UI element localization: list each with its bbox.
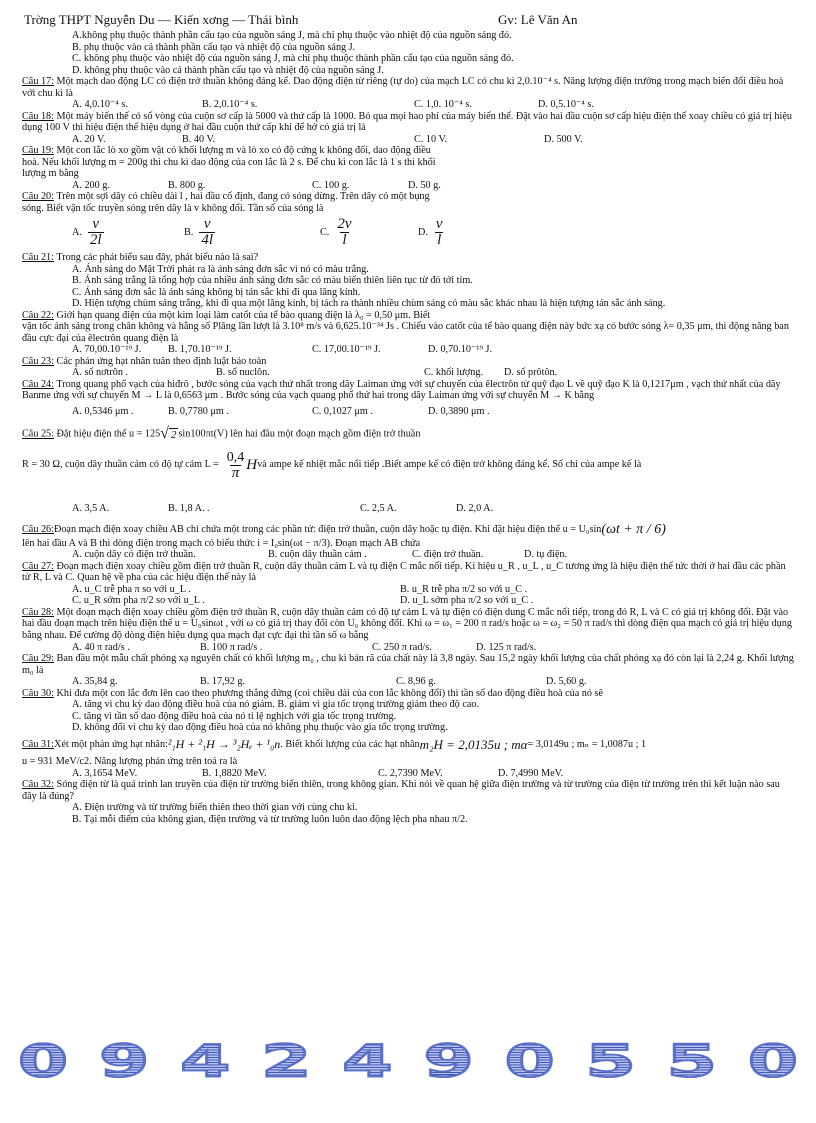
answer-row bbox=[22, 584, 794, 596]
answer-b bbox=[184, 217, 320, 248]
question-20 bbox=[22, 191, 794, 203]
option-line: D. không phụ thuộc vào cả thành phần cấu tạo và nhiệt độ của nguồn sáng J. bbox=[72, 64, 384, 76]
question-text: Trên một sợi dây có chiều dài l , hai đầu cố định, đang có sóng dừng. Trên dây có một bụng bbox=[53, 191, 430, 203]
watermark-digit: 5 bbox=[585, 1035, 636, 1088]
answer-ab: A. tăng vì chu kỳ dao động điều hoà của nó giảm. B. giảm vì gia tốc trọng trường giảm theo độ cao. bbox=[72, 699, 480, 711]
answer-d bbox=[418, 217, 445, 248]
answer-b: B. Ánh sáng trắng là tổng hợp của nhiều ánh sáng đơn sắc có màu biến thiên liên tục từ đỏ tới tím. bbox=[72, 275, 473, 287]
question-label: Câu 17: bbox=[22, 76, 54, 88]
answer-b: B. u_R trễ pha π/2 so với u_C . bbox=[400, 583, 528, 595]
answer-d: D. 0,3890 μm . bbox=[428, 405, 490, 417]
answer-letter: A. bbox=[72, 227, 82, 239]
answer-c: C. 1,0. 10⁻⁴ s. bbox=[414, 99, 472, 111]
question-label: Câu 27: bbox=[22, 560, 54, 572]
watermark-digit: 4 bbox=[342, 1035, 393, 1088]
answer-d: D. 5,60 g. bbox=[546, 676, 587, 688]
question-text: Sóng điện từ là quá trình lan truyền của điện từ trường biến thiên, trong không gian. Khi nói về quan hệ giữa điện trường và từ trường của điện từ trường trên thì kết luận nào sau đây là đúng? bbox=[22, 779, 780, 802]
answer-a bbox=[72, 217, 184, 248]
answer-c: C. 0,1027 μm . bbox=[312, 405, 373, 417]
answer-a: A. 3,5 A. bbox=[72, 502, 110, 514]
watermark-digit: 0 bbox=[18, 1035, 69, 1088]
sqrt-symbol: √ 2 bbox=[160, 425, 177, 443]
answer-row bbox=[22, 549, 794, 561]
school-name: Trờng THPT Nguyễn Du — Kiến xơng — Thái bình bbox=[24, 12, 299, 27]
fraction bbox=[199, 217, 215, 248]
question-label: Câu 25: bbox=[22, 428, 54, 440]
fraction-denominator: π bbox=[231, 464, 240, 481]
option-line: B. phụ thuộc vào cả thành phần cấu tạo và nhiệt độ của nguồn sáng J. bbox=[72, 41, 356, 53]
question-content bbox=[22, 30, 794, 825]
answer-b: B. 40 V. bbox=[182, 133, 216, 145]
answer-row bbox=[22, 595, 794, 607]
fraction bbox=[225, 450, 247, 481]
question-32 bbox=[22, 779, 794, 802]
answer-b: B. 800 g. bbox=[168, 179, 206, 191]
answer-row bbox=[22, 768, 794, 780]
question-text bbox=[22, 450, 794, 481]
question-text: Xét một phản ứng hạt nhân: bbox=[53, 739, 168, 751]
question-21 bbox=[22, 252, 794, 264]
answer-b: B. 1,8 A. . bbox=[168, 502, 210, 514]
answer-row bbox=[22, 642, 794, 654]
question-label: Câu 24: bbox=[22, 378, 54, 390]
answer-c: C. Ánh sáng đơn sắc là ánh sáng không bị tán sắc khi đi qua lăng kính. bbox=[72, 286, 361, 298]
answer-b: B. cuộn dây thuần cảm . bbox=[268, 549, 367, 561]
question-label: Câu 20: bbox=[22, 191, 54, 203]
answer-c: C. 2,7390 MeV. bbox=[378, 767, 443, 779]
question-text: Ban đầu một mẫu chất phóng xạ nguyên chất có khối lượng m₀ , chu kì bán rã của chất này là 3,8 ngày. Sau 15,2 ngày khối lượng của chất phóng xạ đó còn lại là 2,24 g. Khối lượng m₀ là bbox=[22, 653, 794, 676]
phase-expression: (ωt + π / 6) bbox=[601, 522, 666, 538]
answer-c: C. 17,00.10⁻¹⁹ J. bbox=[312, 344, 381, 356]
question-text: sin100πt(V) lên hai đầu một đoạn mạch gồm điện trở thuần bbox=[178, 428, 421, 440]
question-label: Câu 19: bbox=[22, 145, 54, 157]
question-text: Trong quang phổ vạch của hiđrô , bước sóng của vạch thứ nhất trong dãy Laiman ứng với sự chuyển của êlectrôn từ quỹ đạo L về quỹ đạo K là 0,1217μm , vạch thứ nhất của dãy Banme ứng với sự chuyển M → L là 0,6563 μm . Bước sóng của vạch quang phổ thứ hai trong dãy Laiman ứng với sự chuyển M → K bằng bbox=[22, 378, 781, 402]
watermark-digit: 2 bbox=[261, 1035, 312, 1088]
answer-d: D. 500 V. bbox=[544, 133, 583, 145]
fraction-denominator: 4l bbox=[201, 232, 214, 249]
answer-a: A. 70,00.10⁻¹⁹ J. bbox=[72, 344, 142, 356]
answer-row bbox=[22, 134, 794, 146]
answer-c: C. 100 g. bbox=[312, 179, 350, 191]
answer-letter: C. bbox=[320, 227, 330, 239]
question-text: = 3,0149u ; mₙ = 1,0087u ; 1 bbox=[527, 739, 647, 751]
question-text: Một mạch dao động LC có điện trở thuần không đáng kể. Dao động điện từ riêng (tự do) của mạch LC có chu kì 2,0.10⁻⁴ s. Năng lượng điện trường trong mạch biến đổi điều hoà với chu kì là bbox=[22, 76, 784, 99]
answer-letter: D. bbox=[418, 227, 428, 239]
answer-c: C. 2,5 A. bbox=[360, 502, 397, 514]
question-text: Đoạn mạch điện xoay chiều gồm điện trở thuần R, cuộn dây thuần cảm L và tụ điện C mắc nối tiếp. Kí hiệu u_R , u_L , u_C tương ứng là hiệu điện thế tức thời ở hai đầu các phần tử R, L và C. Quan hệ về pha của các hiệu điện thế này là bbox=[22, 560, 786, 584]
reaction-equation: ²₁H + ²₁H → ³₂Hₑ + ¹₀n bbox=[167, 737, 281, 752]
question-text: Đoạn mạch điện xoay chiều AB chỉ chứa một trong các phần tử: điện trở thuần, cuộn dây hoặc tụ điện. Khi đặt hiệu điện thế u = U₀sin bbox=[53, 524, 602, 536]
fraction bbox=[335, 217, 353, 248]
question-text: vận tốc ánh sáng trong chân không và hằng số Plăng lần lượt là 3.10⁸ m/s và 6,625.10⁻³⁴ Js . Chiếu vào catốt của tế bào quang điện này bức xạ có bước sóng λ= 0,35 μm, thì động năng ban đầu cực đại của êlectrôn quang điện là bbox=[22, 321, 789, 344]
question-text: u = 931 MeV/c2. Năng lượng phản ứng trên toả ra là bbox=[22, 756, 238, 768]
mass-expression: m₂H = 2,0135u ; mα bbox=[419, 736, 528, 752]
question-text: . Biết khối lượng của các hạt nhân bbox=[280, 739, 420, 751]
answer-a: A. 20 V. bbox=[72, 133, 106, 145]
answer-row bbox=[22, 406, 794, 418]
answer-a: A. 40 π rad/s . bbox=[72, 641, 130, 653]
question-29 bbox=[22, 653, 794, 676]
question-label: Câu 26: bbox=[22, 524, 54, 536]
question-30 bbox=[22, 688, 794, 700]
answer-a: A. 35,84 g. bbox=[72, 676, 118, 688]
question-text: Khi đưa một con lắc đơn lên cao theo phương thẳng đứng (coi chiều dài của con lắc không đổi) thì tần số dao động điều hoà của nó sẽ bbox=[53, 687, 604, 699]
answer-row bbox=[22, 217, 794, 248]
answer-c bbox=[320, 217, 418, 248]
answer-b: B. 1,8820 MeV. bbox=[202, 767, 267, 779]
answer-a: A. 4,0.10⁻⁴ s. bbox=[72, 99, 128, 111]
answer-b: B. 100 π rad/s . bbox=[200, 641, 263, 653]
answer-b: B. 0,7780 μm . bbox=[168, 405, 229, 417]
answer-d: D. 50 g. bbox=[408, 179, 441, 191]
question-text: Trong các phát biểu sau đây, phát biểu nào là sai? bbox=[53, 252, 259, 264]
teacher-name: Gv: Lê Văn An bbox=[498, 12, 578, 27]
answer-a: A. 3,1654 MeV. bbox=[72, 767, 138, 779]
answer-row bbox=[22, 344, 794, 356]
question-26 bbox=[22, 522, 794, 538]
watermark-digit: 9 bbox=[423, 1035, 474, 1088]
answer-d: D. u_L sớm pha π/2 so với u_C . bbox=[400, 595, 534, 607]
answer-a: A. u_C trễ pha π so với u_L . bbox=[72, 583, 191, 595]
phone-number-watermark bbox=[18, 1035, 798, 1104]
answer-b: B. 1,70.10⁻¹⁹ J. bbox=[168, 344, 232, 356]
question-text: Giới hạn quang điện của một kim loại làm catốt của tế bào quang điện là λ₀ = 0,50 μm. Biết bbox=[53, 309, 431, 321]
question-18 bbox=[22, 111, 794, 134]
question-label: Câu 23: bbox=[22, 355, 54, 367]
watermark-digit: 0 bbox=[747, 1035, 798, 1088]
answer-d: D. số prôtôn. bbox=[504, 367, 558, 379]
sqrt-value: 2 bbox=[170, 429, 177, 442]
answer-b: B. 2,0.10⁻⁴ s. bbox=[202, 99, 258, 111]
answer-b: B. số nuclôn. bbox=[216, 367, 270, 379]
question-text: sóng. Biết vận tốc truyền sóng trên dây là v không đổi. Tần số của sóng là bbox=[22, 202, 324, 214]
answer-a: A. 0,5346 μm . bbox=[72, 405, 134, 417]
answer-d: D. 2,0 A. bbox=[456, 502, 494, 514]
question-27 bbox=[22, 561, 794, 584]
question-23 bbox=[22, 356, 794, 368]
answer-row bbox=[22, 367, 794, 379]
question-22 bbox=[22, 310, 794, 322]
question-24 bbox=[22, 379, 794, 402]
answer-b: B. 17,92 g. bbox=[200, 676, 245, 688]
answer-d: D. 0,5.10⁻⁴ s. bbox=[538, 99, 594, 111]
watermark-digit: 0 bbox=[504, 1035, 555, 1088]
question-label: Câu 29: bbox=[22, 653, 54, 665]
question-19 bbox=[22, 145, 794, 157]
question-label: Câu 28: bbox=[22, 606, 54, 618]
fraction-numerator: v bbox=[92, 216, 100, 233]
question-label: Câu 30: bbox=[22, 687, 54, 699]
answer-d: D. không đổi vì chu kỳ dao động điều hoà của nó không phụ thuộc vào gia tốc trọng trường. bbox=[72, 722, 448, 734]
answer-row bbox=[22, 99, 794, 111]
answer-d: D. 0,70.10⁻¹⁹ J. bbox=[428, 344, 493, 356]
question-text: lên hai đầu A và B thì dòng điện trong mạch có biểu thức i = I₀sin(ωt − π/3). Đoạn mạch AB chứa bbox=[22, 537, 421, 549]
question-25 bbox=[22, 425, 794, 443]
fraction-numerator: v bbox=[203, 216, 211, 233]
answer-letter: B. bbox=[184, 227, 194, 239]
question-text: Một con lắc lò xo gồm vật có khối lượng m và lò xo có độ cứng k không đổi, dao động điều bbox=[53, 145, 431, 157]
question-label: Câu 32: bbox=[22, 779, 54, 791]
unit-symbol: H bbox=[246, 456, 258, 473]
fraction-denominator: l bbox=[342, 232, 347, 249]
question-28 bbox=[22, 607, 794, 642]
answer-c: C. 8,96 g. bbox=[396, 676, 436, 688]
answer-a: A. 200 g. bbox=[72, 179, 110, 191]
answer-c: C. tăng vì tần số dao động điều hoà của nó tỉ lệ nghịch với gia tốc trọng trường. bbox=[72, 710, 397, 722]
question-text: và ampe kế nhiệt mắc nối tiếp .Biết ampe kế có điện trở không đáng kể. Số chỉ của ampe kế là bbox=[257, 459, 642, 471]
watermark-digit: 9 bbox=[99, 1035, 150, 1088]
question-text: Đặt hiệu điện thế u = 125 bbox=[53, 428, 161, 440]
answer-c: C. điện trở thuần. bbox=[412, 549, 484, 561]
fraction bbox=[434, 217, 445, 248]
answer-a: A. Điện trường và từ trường biến thiên theo thời gian với cùng chu kì. bbox=[72, 802, 358, 814]
fraction-denominator: l bbox=[437, 232, 442, 249]
watermark-digit: 4 bbox=[180, 1035, 231, 1088]
fraction-denominator: 2l bbox=[89, 232, 102, 249]
answer-c: C. khối lượng. bbox=[424, 367, 484, 379]
question-text: R = 30 Ω, cuộn dây thuần cảm có độ tự cảm L = bbox=[22, 459, 219, 471]
question-label: Câu 22: bbox=[22, 309, 54, 321]
answer-d: D. 125 π rad/s. bbox=[476, 641, 537, 653]
answer-c: C. 10 V. bbox=[414, 133, 448, 145]
answer-a: A. cuộn dây có điện trở thuần. bbox=[72, 549, 196, 561]
question-17 bbox=[22, 76, 794, 99]
question-label: Câu 18: bbox=[22, 110, 54, 122]
question-label: Câu 21: bbox=[22, 252, 54, 264]
option-line: C. không phụ thuộc vào nhiệt độ của nguồn sáng J, mà chỉ phụ thuộc thành phần cấu tạo của nguồn sáng đó. bbox=[72, 53, 514, 65]
answer-row bbox=[22, 180, 794, 192]
question-31 bbox=[22, 738, 794, 753]
answer-row bbox=[22, 503, 794, 515]
answer-a: A. Ánh sáng do Mặt Trời phát ra là ánh sáng đơn sắc vì nó có màu trắng. bbox=[72, 263, 369, 275]
answer-row bbox=[22, 676, 794, 688]
option-line: A.không phụ thuộc thành phần cấu tạo của nguồn sáng J, mà chỉ phụ thuộc vào nhiệt độ của nguồn sáng đó. bbox=[72, 30, 512, 41]
fraction-numerator: 2v bbox=[337, 216, 352, 233]
answer-d: D. Hiện tượng chùm sáng trắng, khi đi qua một lăng kính, bị tách ra thành nhiều chùm sáng có màu sắc khác nhau là hiện tượng tán sắc ánh sáng. bbox=[72, 298, 666, 310]
watermark-digit: 5 bbox=[666, 1035, 717, 1088]
question-text: Một máy biến thế có số vòng của cuộn sơ cấp là 5000 và thứ cấp là 1000. Bỏ qua mọi hao phí của máy biến thế. Đặt vào hai đầu cuộn sơ cấp hiệu điện thế xoay chiều có giá trị hiệu dụng 100 V thì hiệu điện thế hiệu dụng ở hai đầu cuộn thứ cấp khi để hở có giá trị là bbox=[22, 110, 792, 134]
fraction-numerator: v bbox=[435, 216, 443, 233]
question-text: Các phản ứng hạt nhân tuân theo định luật bảo toàn bbox=[53, 355, 267, 367]
question-text: Một đoạn mạch điện xoay chiều gồm điện trở thuần R, cuộn dây thuần cảm có độ tự cảm L và tụ điện có điện dung C mắc nối tiếp, trong đó R, L và C có giá trị không đổi. Đặt vào hai đầu đoạn mạch trên hiệu điện thế u = U₀sinωt , với ω có giá trị thay đổi còn U₀ không đổi. Khi ω = ω₁ = 200 π rad/s hoặc ω = ω₂ = 50 π rad/s thì dòng điện qua mạch có giá trị hiệu dụng bằng nhau. Để cường độ dòng điện hiệu dụng qua mạch đạt cực đại thì tần số ω bằng bbox=[22, 606, 792, 641]
question-label: Câu 31: bbox=[22, 739, 54, 751]
answer-a: A. số nơtrôn . bbox=[72, 367, 129, 379]
question-text: hoà. Nếu khối lượng m = 200g thì chu kì dao động của con lắc là 2 s. Để chu kì con lắc là 1 s thì khối bbox=[22, 156, 436, 168]
answer-c: C. 250 π rad/s. bbox=[372, 641, 432, 653]
question-text: lượng m bằng bbox=[22, 168, 79, 180]
answer-c: C. u_R sớm pha π/2 so với u_L . bbox=[72, 595, 205, 607]
fraction bbox=[88, 217, 104, 248]
answer-d: D. tụ điện. bbox=[524, 549, 568, 561]
fraction-numerator: 0,4 bbox=[226, 449, 245, 465]
answer-b: B. Tại mỗi điểm của không gian, điện trường và từ trường luôn luôn dao động lệch pha nhau π/2. bbox=[72, 813, 468, 825]
answer-d: D. 7,4990 MeV. bbox=[498, 767, 564, 779]
